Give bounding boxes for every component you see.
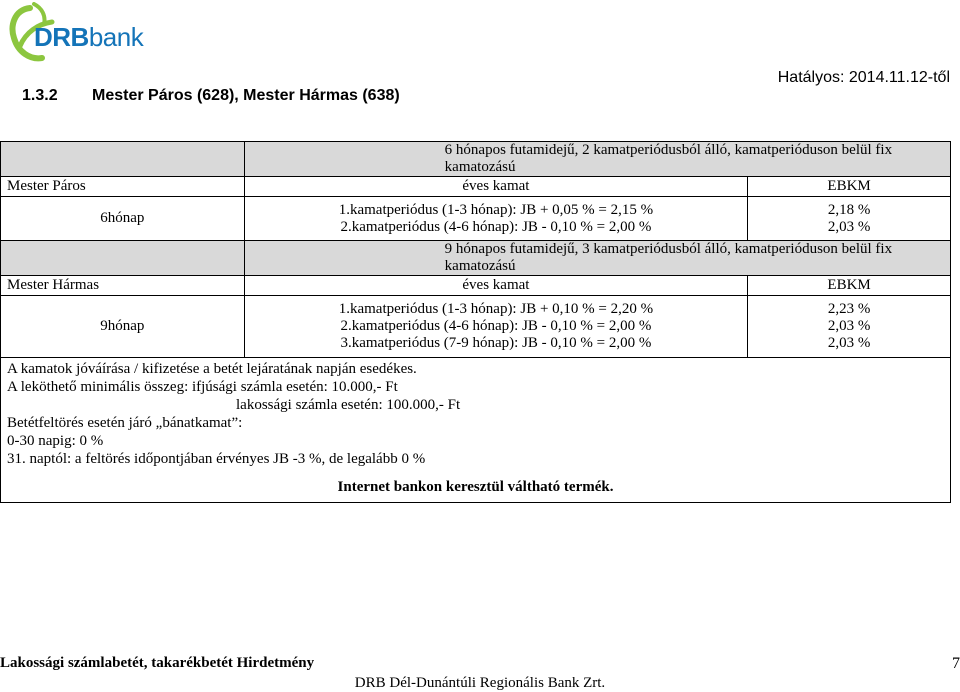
- note-penalty-title: Betétfeltörés esetén járó „bánatkamat”:: [7, 415, 243, 431]
- harmas-ebkm-3: 2,03 %: [827, 335, 871, 351]
- harmas-ebkm-1: 2,23 %: [827, 301, 871, 317]
- page-number: 7: [952, 655, 960, 672]
- paros-empty-cell: [1, 142, 245, 177]
- notes-cell: [1, 358, 951, 503]
- note-min-youth: A leköthető minimális összeg: ifjúsági számla esetén: 10.000,- Ft: [7, 379, 398, 395]
- paros-rates: [244, 197, 748, 241]
- harmas-ebkm-2: 2,03 %: [827, 318, 871, 334]
- valid-from: Hatályos: 2014.11.12-től: [777, 69, 950, 86]
- harmas-ebkm: [748, 296, 951, 358]
- harmas-col-rate: éves kamat: [244, 276, 748, 296]
- paros-ebkm-1: 2,18 %: [827, 201, 871, 218]
- harmas-empty-cell: [1, 241, 245, 276]
- interest-rate-table: [0, 141, 951, 503]
- section-title: Mester Páros (628), Mester Hármas (638): [92, 87, 400, 104]
- note-min-retail: lakossági számla esetén: 100.000,- Ft: [236, 397, 461, 413]
- paros-ebkm: [748, 197, 951, 241]
- harmas-rate-2: 2.kamatperiódus (4-6 hónap): JB - 0,10 % = 2,00 %: [340, 318, 652, 334]
- paros-term: 6hónap: [1, 197, 245, 241]
- harmas-term: 9hónap: [1, 296, 245, 358]
- logo-wordmark: DRBbank: [34, 22, 144, 52]
- harmas-rates: [244, 296, 748, 358]
- note-penalty-31: 31. naptól: a feltörés időpontjában érvényes JB -3 %, de legalább 0 %: [7, 451, 426, 467]
- paros-rate-1: 1.kamatperiódus (1-3 hónap): JB + 0,05 % = 2,15 %: [338, 201, 654, 218]
- harmas-rate-3: 3.kamatperiódus (7-9 hónap): JB - 0,10 % = 2,00 %: [340, 335, 652, 351]
- harmas-heading: 9 hónapos futamidejű, 3 kamatperiódusból álló, kamatperióduson belül fix kamatozású: [244, 241, 950, 276]
- section-number: 1.3.2: [22, 87, 58, 104]
- note-payment: A kamatok jóváírása / kifizetése a betét lejáratának napján esedékes.: [7, 361, 417, 377]
- harmas-product-name: Mester Hármas: [1, 276, 245, 296]
- paros-heading: 6 hónapos futamidejű, 2 kamatperiódusból álló, kamatperióduson belül fix kamatozású: [244, 142, 950, 177]
- paros-col-rate: éves kamat: [244, 177, 748, 197]
- paros-col-ebkm: EBKM: [748, 177, 951, 197]
- harmas-col-ebkm: EBKM: [748, 276, 951, 296]
- paros-product-name: Mester Páros: [1, 177, 245, 197]
- paros-ebkm-2: 2,03 %: [827, 218, 871, 235]
- note-penalty-0-30: 0-30 napig: 0 %: [7, 433, 104, 449]
- internet-bank-note: Internet bankon keresztül váltható termék.: [337, 479, 614, 495]
- harmas-rate-1: 1.kamatperiódus (1-3 hónap): JB + 0,10 % = 2,20 %: [338, 301, 654, 317]
- paros-rate-2: 2.kamatperiódus (4-6 hónap): JB - 0,10 % = 2,00 %: [340, 218, 652, 235]
- footer-bank-name: DRB Dél-Dunántúli Regionális Bank Zrt.: [354, 675, 606, 691]
- footer-document-title: Lakossági számlabetét, takarékbetét Hirdetmény: [0, 655, 315, 671]
